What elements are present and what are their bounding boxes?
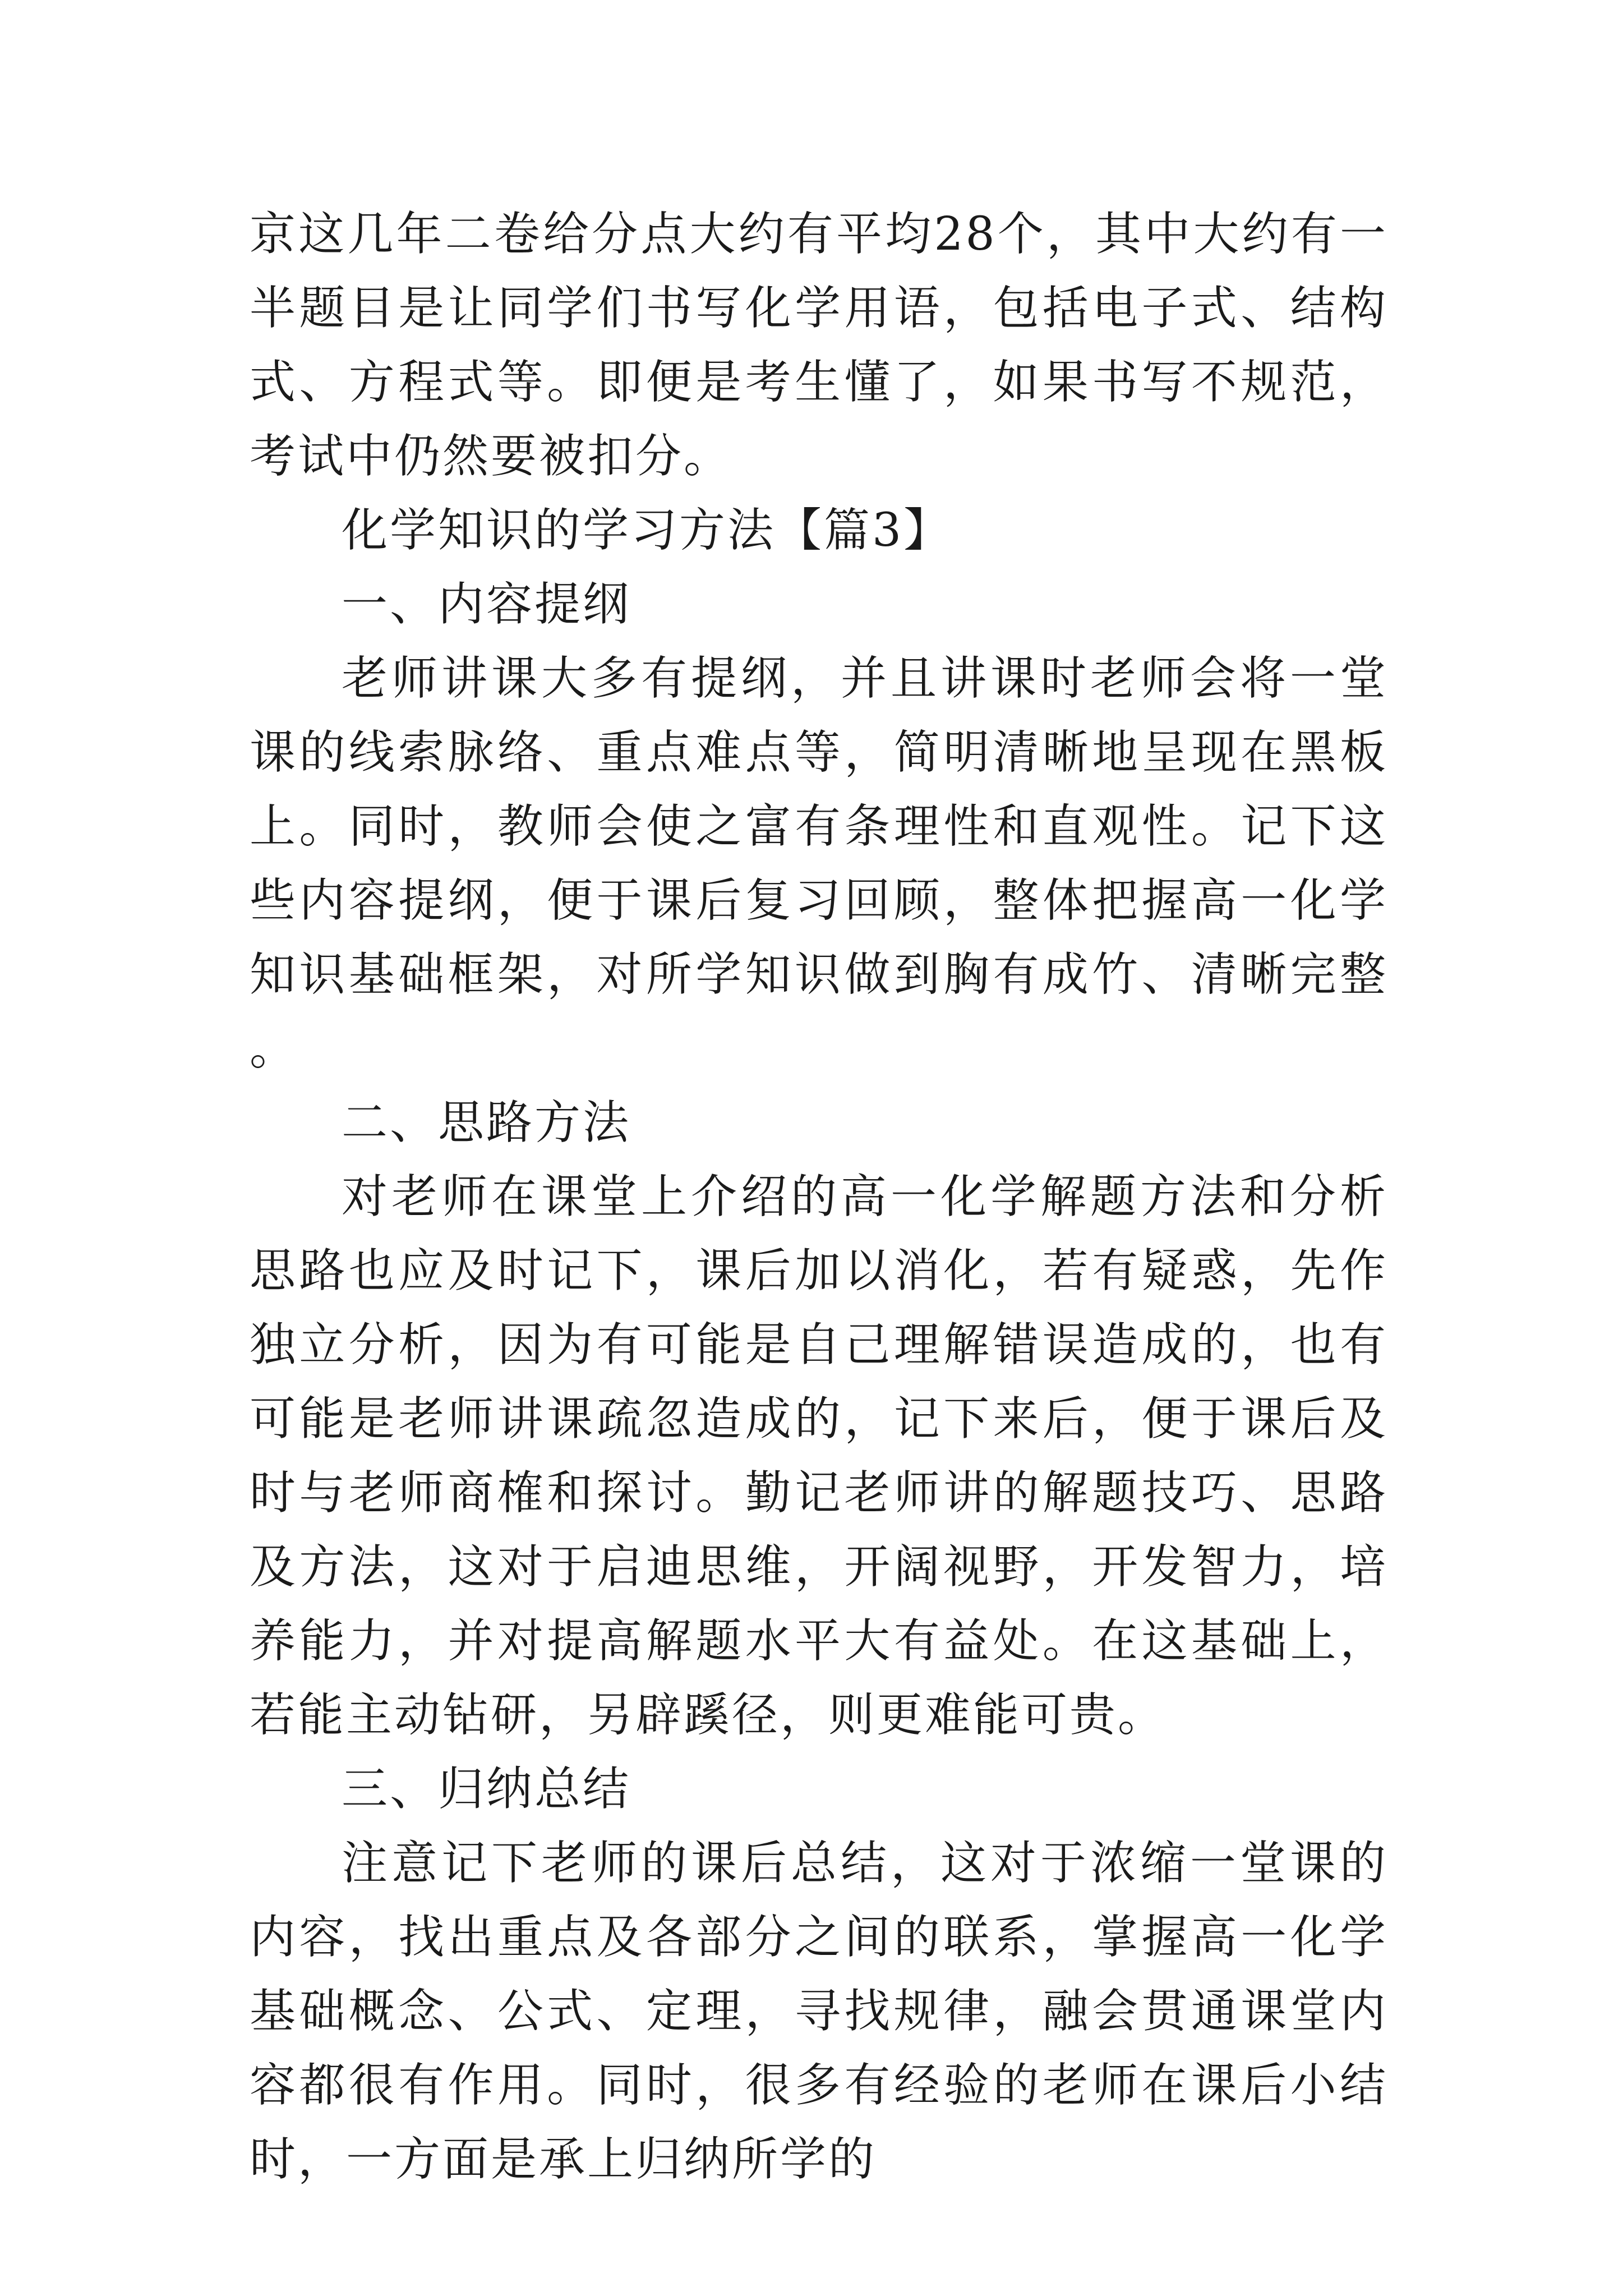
document-body <box>250 197 1388 2197</box>
paragraph-summary: 注意记下老师的课后总结，这对于浓缩一堂课的内容，找出重点及各部分之间的联系，掌握高一化学基础概念、公式、定理，寻找规律，融会贯通课堂内容都很有作用。同时，很多有经验的老师在课后小结时，一方面是承上归纳所学的 <box>250 1837 1388 2186</box>
section-title: 化学知识的学习方法【篇3】 <box>342 504 952 557</box>
heading-summary: 三、归纳总结 <box>342 1763 631 1816</box>
heading-outline: 一、内容提纲 <box>342 578 631 631</box>
paragraph-outline: 老师讲课大多有提纲，并且讲课时老师会将一堂课的线索脉络、重点难点等，简明清晰地呈现在黑板上。同时，教师会使之富有条理性和直观性。记下这些内容提纲，便于课后复习回顾，整体把握高一化学知识基础框架，对所学知识做到胸有成竹、清晰完整。 <box>250 652 1388 1075</box>
paragraph-methods: 对老师在课堂上介绍的高一化学解题方法和分析思路也应及时记下，课后加以消化，若有疑惑，先作独立分析，因为有可能是自己理解错误造成的，也有可能是老师讲课疏忽造成的，记下来后，便于课后及时与老师商榷和探讨。勤记老师讲的解题技巧、思路及方法，这对于启迪思维，开阔视野，开发智力，培养能力，并对提高解题水平大有益处。在这基础上，若能主动钻研，另辟蹊径，则更难能可贵。 <box>250 1170 1388 1742</box>
heading-methods: 二、思路方法 <box>342 1096 631 1149</box>
paragraph-continuation: 京这几年二卷给分点大约有平均28个，其中大约有一半题目是让同学们书写化学用语，包括电子式、结构式、方程式等。即便是考生懂了，如果书写不规范，考试中仍然要被扣分。 <box>250 208 1388 483</box>
